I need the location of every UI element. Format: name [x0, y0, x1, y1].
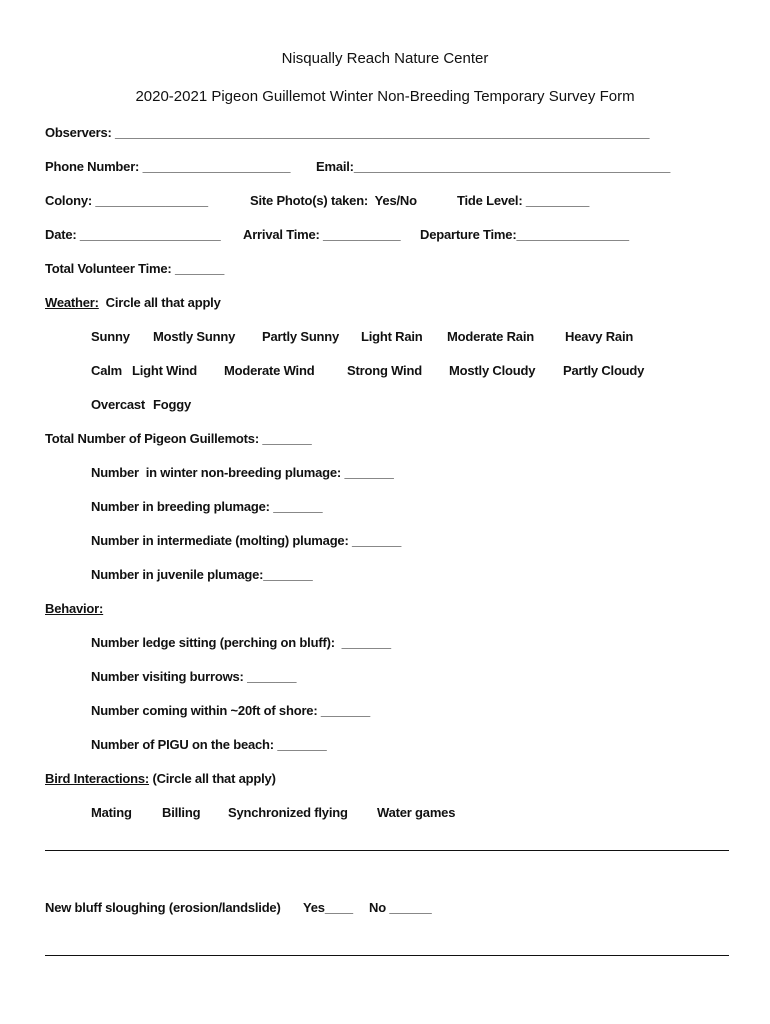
site-photo-field[interactable]: Site Photo(s) taken: Yes/No [250, 193, 417, 208]
date-field[interactable]: Date: ____________________ [45, 227, 221, 242]
volunteer-time-field[interactable]: Total Volunteer Time: _______ [45, 261, 225, 276]
notes-line[interactable] [45, 955, 729, 956]
weather-heading [45, 295, 221, 311]
arrival-time-field[interactable]: Arrival Time: ___________ [243, 227, 401, 242]
tide-level-field[interactable]: Tide Level: _________ [457, 193, 590, 208]
behavior-heading: Behavior: [45, 601, 104, 616]
weather-option[interactable]: Mostly Sunny [153, 329, 236, 344]
weather-option[interactable]: Mostly Cloudy [449, 363, 536, 378]
colony-field[interactable]: Colony: ________________ [45, 193, 208, 208]
weather-option[interactable]: Strong Wind [347, 363, 422, 378]
total-guillemots-field[interactable]: Total Number of Pigeon Guillemots: _______ [45, 431, 312, 446]
weather-option[interactable]: Overcast [91, 397, 146, 412]
weather-option[interactable]: Partly Cloudy [563, 363, 645, 378]
intermediate-plumage-field[interactable]: Number in intermediate (molting) plumage: _______ [91, 533, 402, 548]
org-name: Nisqually Reach Nature Center [281, 50, 489, 67]
winter-plumage-field[interactable]: Number in winter non-breeding plumage: _______ [91, 465, 394, 480]
form-title: 2020-2021 Pigeon Guillemot Winter Non-Breeding Temporary Survey Form [135, 88, 635, 105]
interaction-option[interactable]: Water games [377, 805, 456, 820]
email-field[interactable]: Email:_____________________________________________ [316, 159, 671, 174]
bluff-yes-field[interactable]: Yes____ [303, 900, 353, 915]
interaction-option[interactable]: Mating [91, 805, 132, 820]
departure-time-field[interactable]: Departure Time:________________ [420, 227, 629, 242]
bluff-sloughing-question: New bluff sloughing (erosion/landslide) [45, 900, 281, 915]
juvenile-plumage-field[interactable]: Number in juvenile plumage:_______ [91, 567, 313, 582]
interactions-label: Bird Interactions: [45, 771, 150, 786]
weather-option[interactable]: Light Wind [132, 363, 198, 378]
weather-option[interactable]: Sunny [91, 329, 130, 344]
weather-option[interactable]: Moderate Rain [447, 329, 534, 344]
interactions-heading [45, 771, 276, 787]
weather-option[interactable]: Calm [91, 363, 122, 378]
weather-option[interactable]: Moderate Wind [224, 363, 315, 378]
near-shore-field[interactable]: Number coming within ~20ft of shore: _______ [91, 703, 371, 718]
weather-option[interactable]: Partly Sunny [262, 329, 340, 344]
bluff-no-field[interactable]: No ______ [369, 900, 432, 915]
observers-field[interactable]: Observers: ____________________________________________________________________________ [45, 125, 650, 140]
interaction-option[interactable]: Synchronized flying [228, 805, 348, 820]
breeding-plumage-field[interactable]: Number in breeding plumage: _______ [91, 499, 323, 514]
phone-field[interactable]: Phone Number: _____________________ [45, 159, 291, 174]
interactions-instruction: (Circle all that apply) [152, 771, 276, 786]
weather-option[interactable]: Foggy [153, 397, 191, 412]
interaction-option[interactable]: Billing [162, 805, 201, 820]
weather-option[interactable]: Light Rain [361, 329, 423, 344]
visiting-burrows-field[interactable]: Number visiting burrows: _______ [91, 669, 297, 684]
weather-option[interactable]: Heavy Rain [565, 329, 634, 344]
weather-instruction: Circle all that apply [105, 295, 221, 310]
pigu-on-beach-field[interactable]: Number of PIGU on the beach: _______ [91, 737, 327, 752]
ledge-sitting-field[interactable]: Number ledge sitting (perching on bluff): _______ [91, 635, 391, 650]
weather-label: Weather: [45, 295, 99, 310]
notes-line[interactable] [45, 850, 729, 851]
